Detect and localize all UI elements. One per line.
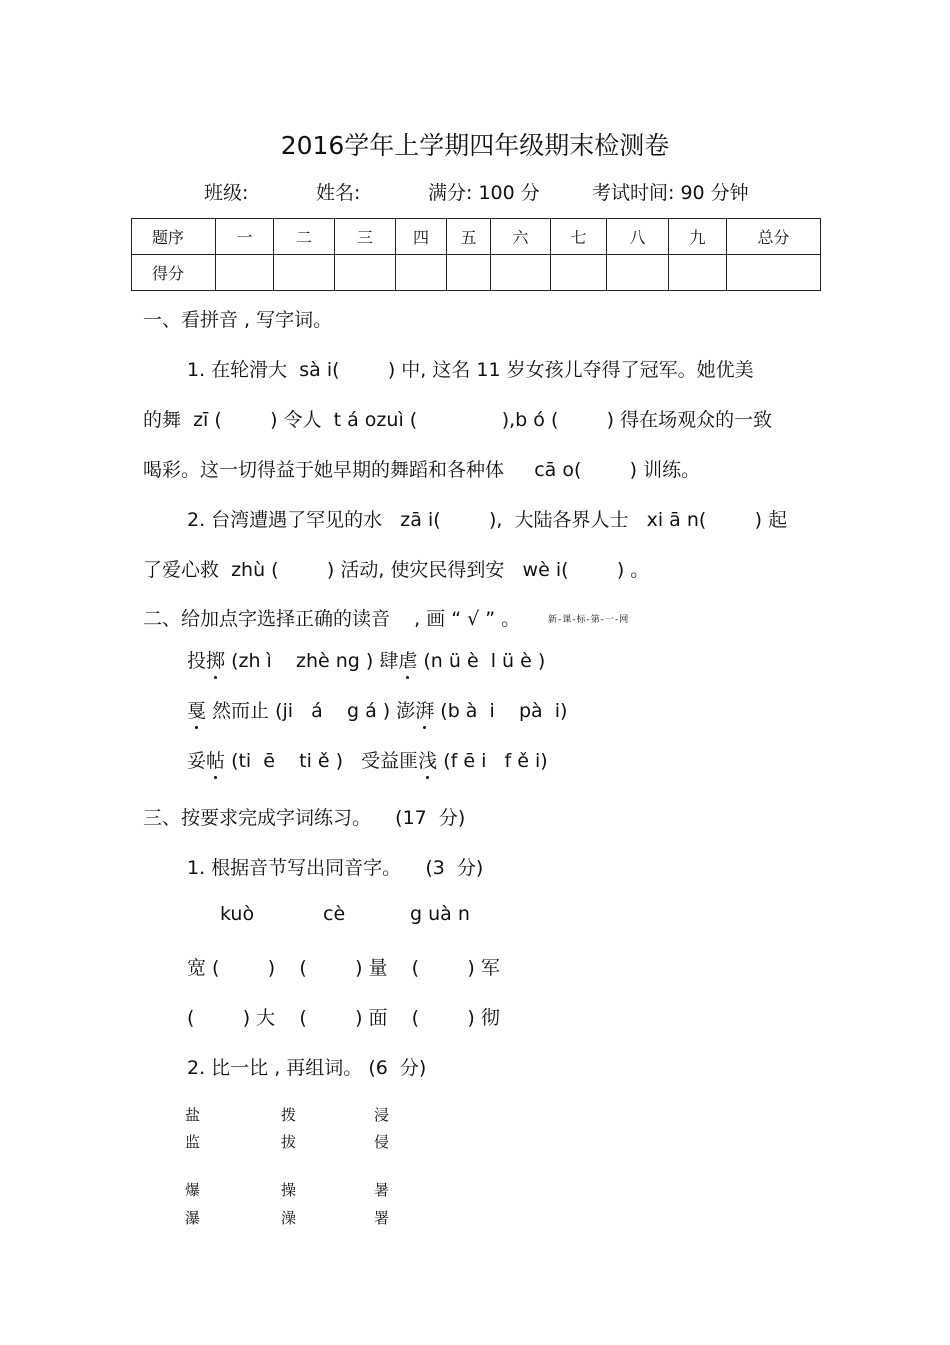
s3-q2-title: 2. 比一比 , 再组词。 (6 分) xyxy=(187,1057,427,1079)
s2-text: (zh ì zhè ng ) 肆 xyxy=(225,650,399,672)
s1-q1-line2: 的舞 zī ( ) 令人 t á ozuì ( ),b ó ( ) 得在场观众的一致 xyxy=(143,409,773,431)
header-cell: 题序 xyxy=(132,219,216,255)
score-cell[interactable] xyxy=(447,255,491,291)
header-cell: 七 xyxy=(551,219,607,255)
s1-q2-line1: 2. 台湾遭遇了罕见的水 zā i( ), 大陆各界人士 xi ā n( ) 起 xyxy=(187,509,788,531)
pinyin-2: cè xyxy=(323,903,346,925)
pinyin-1: kuò xyxy=(220,903,255,925)
s2-text: 妥 xyxy=(187,750,207,772)
header-cell: 六 xyxy=(491,219,551,255)
dotted-char: 掷 xyxy=(206,646,225,673)
score-cell[interactable] xyxy=(491,255,551,291)
dotted-char: 虐 xyxy=(398,646,417,673)
compare-char: 拔 xyxy=(281,1133,297,1151)
s3-q1-row2: ( ) 大 ( ) 面 ( ) 彻 xyxy=(187,1007,500,1029)
header-cell: 一 xyxy=(216,219,274,255)
compare-char: 爆 xyxy=(185,1181,201,1199)
header-cell: 四 xyxy=(396,219,447,255)
score-cell[interactable] xyxy=(335,255,396,291)
s2-text: 然而止 (ji á g á ) 澎 xyxy=(206,700,416,722)
s3-q1-title: 1. 根据音节写出同音字。 (3 分) xyxy=(187,857,484,879)
s1-q2-line2: 了爱心救 zhù ( ) 活动, 使灾民得到安 wè i( ) 。 xyxy=(143,559,650,581)
page-title: 2016学年上学期四年级期末检测卷 xyxy=(280,131,670,160)
s2-text: (f ē i f ě i) xyxy=(437,750,548,772)
header-cell: 总分 xyxy=(727,219,821,255)
name-label: 姓名: xyxy=(316,182,361,204)
s3-q1-row1: 宽 ( ) ( ) 量 ( ) 军 xyxy=(187,957,500,979)
header-cell: 九 xyxy=(669,219,727,255)
score-cell[interactable] xyxy=(274,255,335,291)
s2-text: (n ü è l ü è ) xyxy=(417,650,546,672)
score-cell[interactable] xyxy=(727,255,821,291)
class-label: 班级: xyxy=(204,182,249,204)
row-label: 得分 xyxy=(132,255,216,291)
section2-heading: 二、给加点字选择正确的读音 , 画 “ √ ” 。 xyxy=(143,608,521,630)
compare-char: 浸 xyxy=(374,1106,390,1124)
s2-text: (b à i pà i) xyxy=(434,700,568,722)
compare-char: 澡 xyxy=(281,1209,297,1227)
s1-q1-line3: 喝彩。这一切得益于她早期的舞蹈和各种体 cā o( ) 训练。 xyxy=(143,459,701,481)
score-cell[interactable] xyxy=(551,255,607,291)
compare-char: 瀑 xyxy=(185,1209,201,1227)
compare-char: 操 xyxy=(281,1181,297,1199)
score-cell[interactable] xyxy=(216,255,274,291)
s1-q1-line1: 1. 在轮滑大 sà i( ) 中, 这名 11 岁女孩儿夺得了冠军。她优美 xyxy=(187,359,754,381)
section3-heading: 三、按要求完成字词练习。 (17 分) xyxy=(143,807,466,829)
score-cell[interactable] xyxy=(607,255,669,291)
score-cell[interactable] xyxy=(669,255,727,291)
compare-char: 盐 xyxy=(185,1106,201,1124)
compare-char: 暑 xyxy=(374,1181,390,1199)
s2-text: (ti ē ti ě ) 受益匪 xyxy=(225,750,419,772)
exam-time: 考试时间: 90 分钟 xyxy=(592,182,749,204)
compare-char: 署 xyxy=(374,1209,390,1227)
score-table-row xyxy=(132,255,821,291)
full-score: 满分: 100 分 xyxy=(428,182,540,204)
dotted-char: 浅 xyxy=(418,746,437,773)
dotted-char: 戛 xyxy=(187,696,206,723)
compare-char: 拨 xyxy=(281,1106,297,1124)
score-table xyxy=(131,218,821,291)
header-cell: 八 xyxy=(607,219,669,255)
s2-text: 投 xyxy=(187,650,207,672)
section1-heading: 一、看拼音 , 写字词。 xyxy=(143,309,333,331)
dotted-char: 湃 xyxy=(415,696,434,723)
header-cell: 五 xyxy=(447,219,491,255)
watermark-text: 新-课-标-第-一-网 xyxy=(548,615,630,625)
score-cell[interactable] xyxy=(396,255,447,291)
header-cell: 三 xyxy=(335,219,396,255)
pinyin-3: g uà n xyxy=(410,903,470,925)
header-cell: 二 xyxy=(274,219,335,255)
s2-row3 xyxy=(187,746,548,773)
s2-row2 xyxy=(187,696,567,723)
s2-row1 xyxy=(187,646,545,673)
score-table-header xyxy=(132,219,821,255)
compare-char: 侵 xyxy=(374,1133,390,1151)
compare-char: 监 xyxy=(185,1133,201,1151)
dotted-char: 帖 xyxy=(206,746,225,773)
